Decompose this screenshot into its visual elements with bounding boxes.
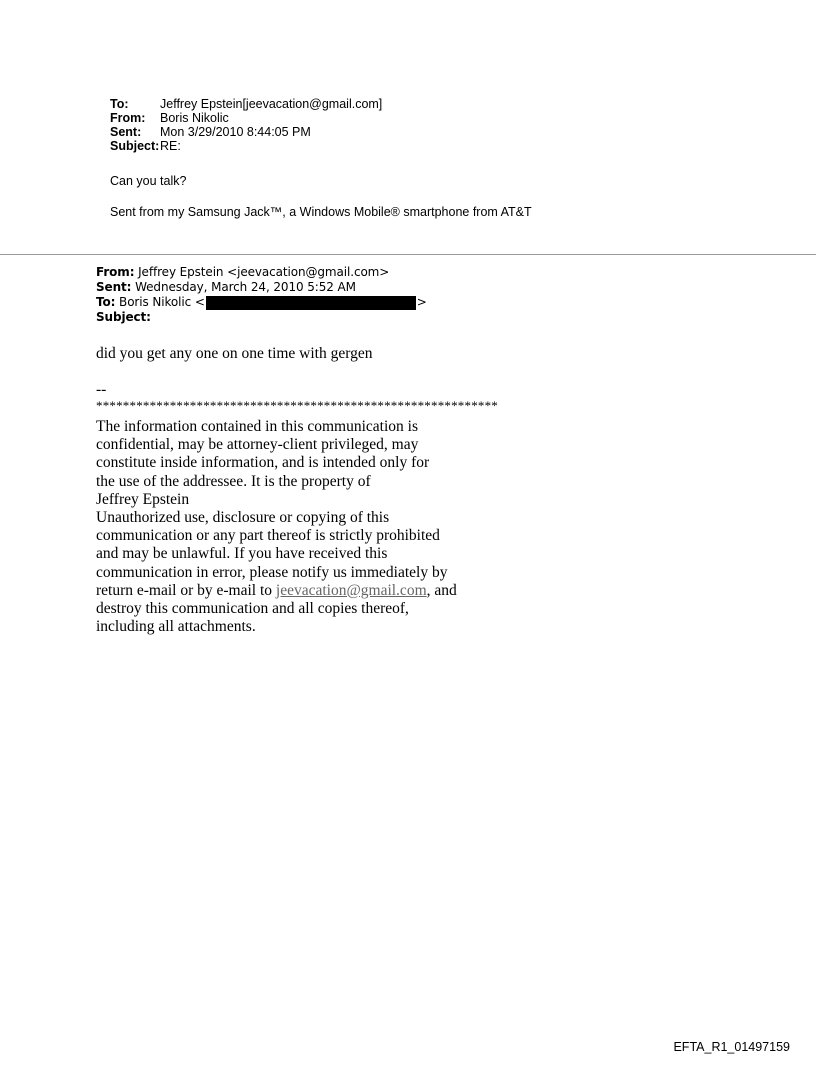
sent-value: Mon 3/29/2010 8:44:05 PM [160, 125, 311, 139]
sent-label: Sent: [110, 125, 142, 139]
to-row [110, 97, 382, 111]
disclaimer-line: destroy this communication and all copies thereof, [96, 600, 409, 618]
subject-label: Subject: [110, 139, 160, 153]
quoted-email-header [96, 265, 427, 325]
disclaimer-line [96, 582, 457, 600]
redaction-box [206, 296, 416, 310]
quoted-from-label: From: [96, 265, 135, 279]
disclaimer-line: including all attachments. [96, 618, 256, 636]
from-row [110, 111, 382, 125]
disclaimer-line: confidential, may be attorney-client privileged, may [96, 436, 419, 454]
to-value: Jeffrey Epstein[jeevacation@gmail.com] [160, 97, 383, 111]
disclaimer-line: communication in error, please notify us immediately by [96, 563, 448, 581]
quoted-sent-label: Sent: [96, 280, 132, 294]
subject-value: RE: [160, 139, 181, 153]
signature-dashes: -- [96, 381, 107, 398]
subject-row [110, 139, 382, 153]
from-value: Boris Nikolic [160, 111, 229, 125]
mobile-signature: Sent from my Samsung Jack™, a Windows Mobile® smartphone from AT&T [110, 205, 532, 219]
from-label: From: [110, 111, 146, 125]
disclaimer-line: the use of the addressee. It is the property of [96, 472, 371, 490]
confidentiality-disclaimer [96, 418, 457, 636]
document-id: EFTA_R1_01497159 [673, 1040, 790, 1054]
message-divider [0, 254, 816, 255]
disclaimer-line-suffix: , and [426, 581, 457, 599]
reply-message: Can you talk? [110, 174, 187, 188]
quoted-to-value-prefix: Boris Nikolic < [115, 295, 205, 309]
quoted-sent-value: Wednesday, March 24, 2010 5:52 AM [131, 280, 356, 294]
quoted-from-value: Jeffrey Epstein <jeevacation@gmail.com> [134, 265, 390, 279]
quoted-subject-label: Subject: [96, 310, 151, 324]
quoted-message: did you get any one on one time with gergen [96, 345, 373, 362]
quoted-to-label: To: [96, 295, 116, 309]
to-label: To: [110, 97, 129, 111]
quoted-to-row [96, 295, 427, 310]
disclaimer-line: Jeffrey Epstein [96, 490, 190, 508]
email-link[interactable]: jeevacation@gmail.com [275, 581, 427, 599]
disclaimer-line: Unauthorized use, disclosure or copying of this [96, 509, 390, 527]
quoted-from-row [96, 265, 427, 280]
disclaimer-line: communication or any part thereof is strictly prohibited [96, 527, 440, 545]
disclaimer-line-prefix: return e-mail or by e-mail to [96, 581, 276, 599]
sent-row [110, 125, 382, 139]
reply-email-header [110, 97, 382, 153]
quoted-sent-row [96, 280, 427, 295]
disclaimer-line: constitute inside information, and is intended only for [96, 454, 430, 472]
asterisk-separator: ************************************************************ [96, 398, 498, 413]
quoted-subject-row [96, 310, 427, 325]
quoted-to-value-suffix: > [416, 295, 427, 309]
disclaimer-line: The information contained in this communication is [96, 418, 418, 435]
disclaimer-line: and may be unlawful. If you have received this [96, 545, 388, 563]
